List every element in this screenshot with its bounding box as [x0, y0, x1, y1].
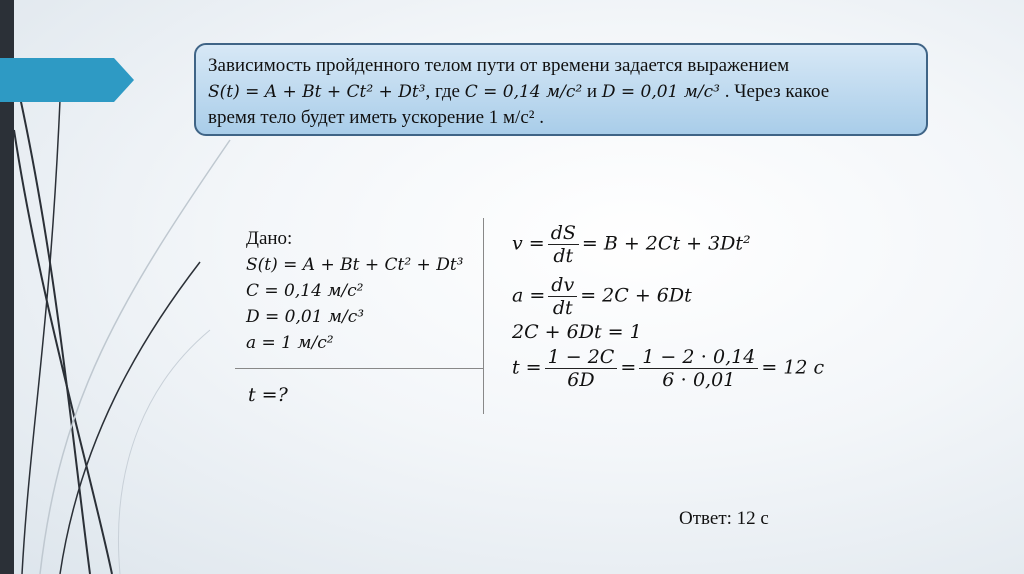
- given-divider-vertical: [483, 218, 484, 414]
- problem-c-value: C = 0,14 м/с²: [464, 82, 583, 102]
- problem-formula: S(t) = A + Bt + Ct² + Dt³: [208, 82, 426, 102]
- given-line: C = 0,14 м/с²: [246, 281, 364, 301]
- given-heading: Дано:: [246, 228, 293, 249]
- given-line: a = 1 м/с²: [246, 333, 334, 353]
- given-line: D = 0,01 м/с³: [246, 307, 365, 327]
- velocity-fraction: $\frac{dS}{dt}$: [548, 222, 579, 267]
- given-divider-horizontal: [235, 368, 483, 369]
- time-equation: t = $\frac{1 - 2C}{6D}$ = $\frac{1 - 2 \cdot 0,14}{6 \cdot 0,01}$ = 12 с: [512, 346, 825, 391]
- acceleration-equation: a = $\frac{dv}{dt}$ = 2C + 6Dt: [512, 274, 692, 319]
- condition-equation: 2C + 6Dt = 1: [512, 321, 642, 343]
- problem-line-1: Зависимость пройденного телом пути от времени задается выражением: [208, 55, 790, 76]
- time-fraction-numeric: $\frac{1 - 2 \cdot 0,14}{6 \cdot 0,01}$: [639, 346, 758, 391]
- time-fraction-symbolic: $\frac{1 - 2C}{6D}$: [545, 346, 618, 391]
- acceleration-fraction: $\frac{dv}{dt}$: [548, 274, 577, 319]
- problem-statement-box: [194, 43, 928, 136]
- given-block: [246, 226, 463, 356]
- velocity-equation: v = $\frac{dS}{dt}$ = B + 2Ct + 3Dt²: [512, 222, 751, 267]
- arrow-bullet-icon: [0, 58, 136, 102]
- unknown-quantity: t =?: [248, 384, 288, 406]
- problem-line-2: S(t) = A + Bt + Ct² + Dt³, где C = 0,14 м/с² и D = 0,01 м/с³ . Через какое: [208, 81, 830, 102]
- given-line: S(t) = A + Bt + Ct² + Dt³: [246, 255, 464, 275]
- problem-d-value: D = 0,01 м/с³: [601, 82, 720, 102]
- answer-text: Ответ: 12 с: [679, 508, 769, 529]
- problem-line-3: время тело будет иметь ускорение 1 м/с² .: [208, 107, 544, 128]
